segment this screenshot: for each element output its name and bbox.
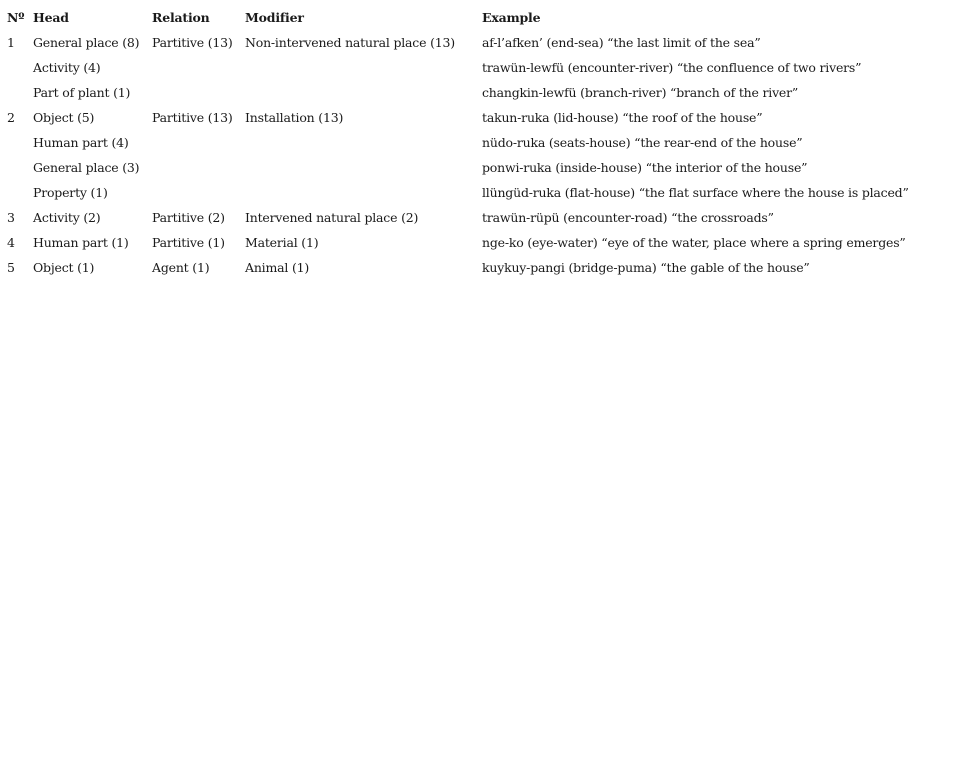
cell-relation: Partitive (2) [152,210,225,225]
table-body [4,30,912,280]
table-row [4,205,912,230]
cell-modifier: Intervened natural place (2) [245,210,419,225]
cell-relation: Partitive (1) [152,235,225,250]
cell-head: Object (1) [33,260,95,275]
cell-no: 5 [7,260,15,275]
cell-modifier: Animal (1) [245,260,310,275]
cell-no [4,130,30,155]
cell-example: trawün-lewfü (encounter-river) “the confluence of two rivers” [482,60,862,75]
cell-relation: Agent (1) [152,260,210,275]
table-row [4,255,912,280]
cell-no [4,55,30,80]
cell-head: Activity (4) [33,60,101,75]
cell-example: llüngüd-ruka (flat-house) “the flat surface where the house is placed” [482,185,909,200]
cell-relation [149,155,242,180]
table-row [4,155,912,180]
cell-example: changkin-lewfü (branch-river) “branch of the river” [482,85,799,100]
cell-modifier [242,55,479,80]
table-row [4,80,912,105]
cell-head: Object (5) [33,110,95,125]
cell-modifier [242,155,479,180]
header-relation: Relation [152,10,210,25]
table-row [4,180,912,205]
cell-example: nge-ko (eye-water) “eye of the water, place where a spring emerges” [482,235,906,250]
table-row [4,105,912,130]
cell-relation [149,80,242,105]
cell-example: nüdo-ruka (seats-house) “the rear-end of the house” [482,135,803,150]
cell-no: 1 [7,35,15,50]
cell-example: trawün-rüpü (encounter-road) “the crossroads” [482,210,774,225]
cell-example: kuykuy-pangi (bridge-puma) “the gable of the house” [482,260,810,275]
cell-modifier [242,80,479,105]
cell-example: takun-ruka (lid-house) “the roof of the house” [482,110,763,125]
cell-no [4,155,30,180]
compound-table [4,5,912,280]
cell-relation [149,180,242,205]
cell-head: Human part (1) [33,235,129,250]
header-head: Head [33,10,69,25]
table-row [4,55,912,80]
cell-head: General place (3) [33,160,140,175]
cell-head: Activity (2) [33,210,101,225]
cell-example: af-l’afken’ (end-sea) “the last limit of the sea” [482,35,761,50]
cell-relation: Partitive (13) [152,35,233,50]
cell-head: Property (1) [33,185,108,200]
cell-no: 4 [7,235,15,250]
cell-example: ponwi-ruka (inside-house) “the interior of the house” [482,160,808,175]
header-modifier: Modifier [245,10,304,25]
header-example: Example [482,10,541,25]
cell-relation [149,130,242,155]
cell-no [4,180,30,205]
table-row [4,230,912,255]
table-row [4,30,912,55]
cell-no: 2 [7,110,15,125]
cell-modifier: Installation (13) [245,110,344,125]
cell-modifier: Non-intervened natural place (13) [245,35,455,50]
cell-no [4,80,30,105]
cell-head: General place (8) [33,35,140,50]
table-row [4,130,912,155]
header-row [4,5,912,30]
cell-modifier: Material (1) [245,235,319,250]
table-header [4,5,912,30]
cell-no: 3 [7,210,15,225]
cell-relation: Partitive (13) [152,110,233,125]
cell-modifier [242,130,479,155]
cell-relation [149,55,242,80]
header-no: Nº [7,10,25,25]
cell-head: Part of plant (1) [33,85,131,100]
cell-head: Human part (4) [33,135,129,150]
cell-modifier [242,180,479,205]
